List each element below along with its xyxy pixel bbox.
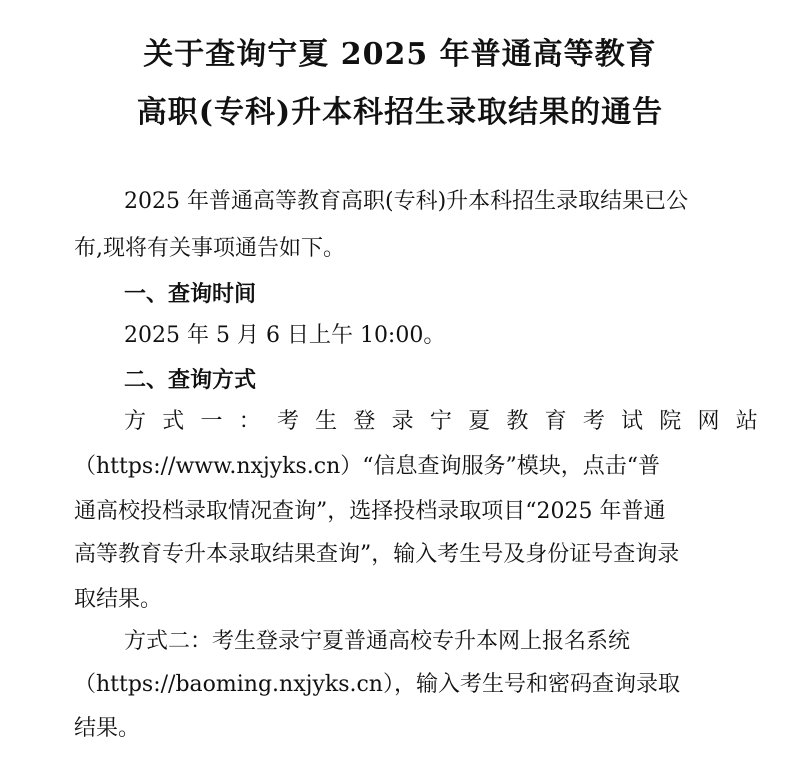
method-1-char: 录 xyxy=(391,409,414,434)
section-2-heading: 二、查询方式 xyxy=(124,368,257,393)
method-1-char: 网 xyxy=(697,409,720,434)
method-1-char: 方 xyxy=(124,409,147,434)
method-1-char: ： xyxy=(238,409,261,434)
method-1-line-1 xyxy=(124,407,758,437)
method-1-char: 育 xyxy=(544,409,567,434)
method-1-char: 试 xyxy=(621,409,644,434)
query-time: 2025 年 5 月 6 日上午 10:00。 xyxy=(124,323,446,348)
intro-line-1: 2025 年普通高等教育高职(专科)升本科招生录取结果已公 xyxy=(124,189,689,214)
method-1-char: 宁 xyxy=(429,409,452,434)
method-1-char: 站 xyxy=(735,409,758,434)
method-1-line-2: （https://www.nxjyks.cn）“信息查询服务”模块，点击“普 xyxy=(74,454,661,479)
notice-title-line-1: 关于查询宁夏 2025 年普通高等教育 xyxy=(143,37,657,72)
method-2-line-3: 结果。 xyxy=(74,716,141,741)
method-2-line-1: 方式二：考生登录宁夏普通高校专升本网上报名系统 xyxy=(124,629,631,654)
method-1-char: 院 xyxy=(659,409,682,434)
intro-line-2: 布,现将有关事项通告如下。 xyxy=(74,236,345,261)
method-1-char: 一 xyxy=(200,409,223,434)
method-1-char: 夏 xyxy=(468,409,491,434)
method-1-line-4: 高等教育专升本录取结果查询”，输入考生号及身份证号查询录 xyxy=(74,542,680,567)
method-1-char: 登 xyxy=(353,409,376,434)
method-2-line-2: （https://baoming.nxjyks.cn），输入考生号和密码查询录取 xyxy=(74,672,680,697)
method-1-line-5: 取结果。 xyxy=(74,587,163,612)
notice-title-line-2: 高职(专科)升本科招生录取结果的通告 xyxy=(136,95,664,130)
method-1-char: 考 xyxy=(582,409,605,434)
method-1-char: 教 xyxy=(506,409,529,434)
section-1-heading: 一、查询时间 xyxy=(124,282,257,307)
method-1-char: 考 xyxy=(276,409,299,434)
method-1-char: 生 xyxy=(315,409,338,434)
method-1-char: 式 xyxy=(162,409,185,434)
method-1-line-3: 通高校投档录取情况查询”，选择投档录取项目“2025 年普通 xyxy=(74,499,666,524)
